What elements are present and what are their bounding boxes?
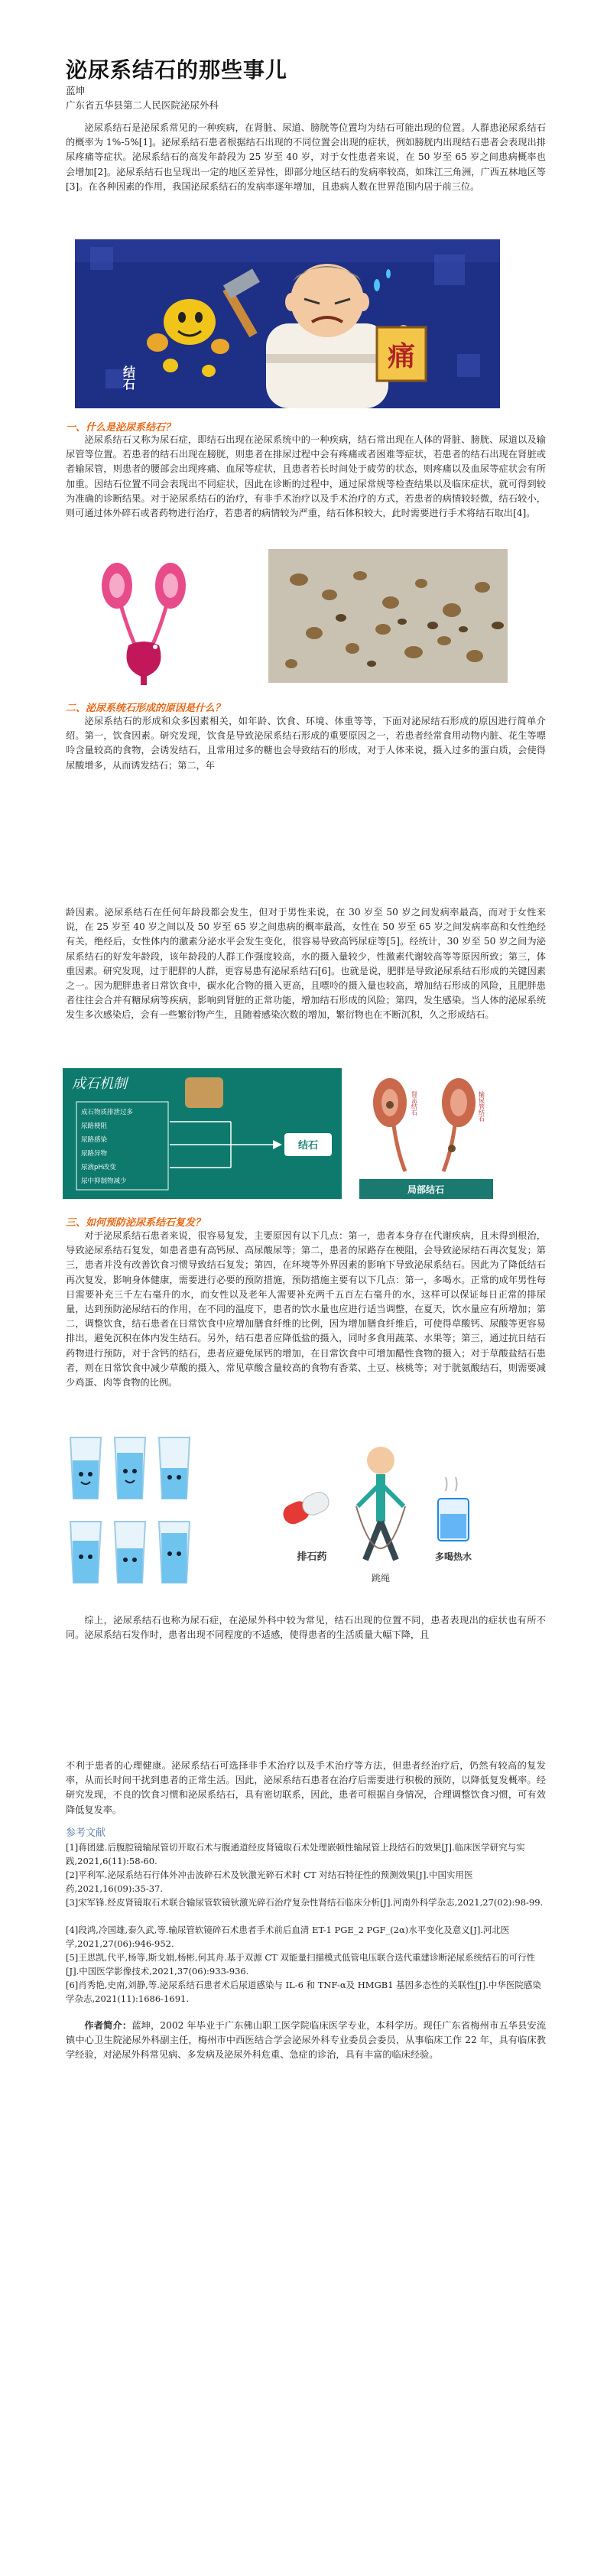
illustration-urinary-system: [90, 555, 197, 685]
conclusion-paragraph-a: 综上，泌尿系结石也称为尿石症，在泌尿外科中较为常见，结石出现的位置不同，患者表现出的症状也有所不同。泌尿系结石发作时，患者出现不同程度的不适感，使得患者的生活质量大幅下降，且: [66, 1615, 546, 1641]
reference-item-5: [5]王思凯,代平,杨等,斯戈娟,杨彬,何其舟.基于双源 CT 双能量扫描模式低管电压联合迭代重建诊断泌尿系统结石的可行性[J].中国医学影像技术,2021,37(06):933-936.: [66, 1952, 535, 1977]
reference-item-3: [3]宋军锋.经皮肾镜取石术联合输尿管软镜钬激光碎石治疗复杂性肾结石临床分析[J].河南外科学杂志,2021,27(02):98-99.: [66, 1897, 544, 1908]
reference-item-2: [2]平利军.泌尿系结石行体外冲击波碎石术及钬激光碎石术时 CT 对结石特征性的预测效果[J].中国实用医药,2021,16(09):35-37.: [66, 1869, 473, 1894]
section2-paragraph-b: 龄因素。泌尿系结石在任何年龄段都会发生，但对于男性来说，在 30 岁至 50 岁之间发病率最高，而对于女性来说，在 25 岁至 40 岁之间以及 50 岁至 65 岁之间患病的概率最高，女性在 50 岁至 65 岁之间发病率高和女性绝经有关，绝经后，女性体内的激素分泌水平会发生变化，很容易导致高钙尿症等[5]。经统计，30 岁至 50 岁之间为泌尿系结石的好发年龄段，该年龄段的人群工作强度较高，水的摄入量较少，性激素代谢较高等等原因所致；第三，体重因素。研究发现，过于肥胖的人群，更容易患有泌尿系结石[6]。也就是说，肥胖是导致泌尿系结石形成的关键因素之一。因为肥胖患者日常饮食中，碳水化合物的摄入更高，且嘌呤的摄入量也较高，增加结石形成的风险，且肥胖患者往往会合并有糖尿病等疾病，影响到肾脏的正常功能，增加结石形成的风险；第四，发生感染。当人体的泌尿系统发生多次感染后，会有一些繁衍物产生，且随着感染次数的增加，繁衍物也在不断沉积，久之形成结石。: [66, 907, 546, 1021]
photo-kidney-stones: [268, 549, 508, 683]
diagram-stone-formation-mechanism: [63, 1068, 342, 1199]
mechanism-result: 结石: [297, 1140, 319, 1152]
section2-heading: 二、泌尿系统石形成的原因是什么？: [66, 703, 226, 714]
illustration-kidney-stone-pain: [75, 239, 500, 408]
illustration-prevention-tips: [266, 1437, 500, 1590]
reference-item-1: [1]蒋团建.后腹腔镜输尿管切开取石术与腹通道经皮肾镜取石术处理嵌顿性输尿管上段结石的效果[J].临床医学研究与实践,2021,6(11):58-60.: [66, 1842, 525, 1866]
flow-item-4: 尿路异物: [81, 1150, 108, 1158]
flow-item-3: 尿路感染: [81, 1136, 108, 1144]
intro-paragraph: 泌尿系结石是泌尿系常见的一种疾病，在肾脏、尿道、膀胱等位置均为结石可能出现的位置。人群患泌尿系结石的概率为 1%-5%[1]。泌尿系结石患者根据结石出现的不同位置会出现的症状，例如膀胱内出现结石患者会表现出排尿疼痛等症状。泌尿系结石的高发年龄段为 25 岁至 40 岁，对于女性患者来说，在 50 岁至 65 岁之间患病概率也会增加[2]。泌尿系结石也呈现出一定的地区差异性，即部分地区结石的发病率较高，如珠江三角洲，广西五林地区等[3]。在各种因素的作用，我国泌尿系结石的发病率逐年增加，且患病人数在世界范围内居于前三位。: [66, 122, 546, 192]
author-bio-text: 蓝坤，2002 年毕业于广东佛山职工医学院临床医学专业，本科学历。现任广东省梅州市五华县安流镇中心卫生院泌尿外科副主任，梅州市中西医结合学会泌尿外科专业委员会委员，从事临床工作 22 年，具有临床教学经验，对泌尿外科常见病、多发病及泌尿外科危重、急症的诊治，具有丰富的临床经验。: [66, 2020, 547, 2061]
page-title: 泌尿系结石的那些事儿: [66, 57, 288, 83]
conclusion-paragraph-b: 不利于患者的心理健康。泌尿系结石可选择非手术治疗以及手术治疗等方法，但患者经治疗后，仍然有较高的复发率，从而长时间干扰到患者的正常生活。因此，泌尿系结石患者在治疗后需要进行积极的预防，以降低复发概率。经研究发现，不良的饮食习惯和泌尿系结石，具有密切联系，因此，患者可根据自身情况，合理调整饮食习惯，可有效降低复发率。: [66, 1760, 546, 1815]
flow-item-1: 成石物质排泄过多: [81, 1109, 134, 1116]
section2-paragraph-a: 泌尿系结石的形成和众多因素相关，如年龄、饮食、环境、体重等等，下面对泌尿结石形成的原因进行简单介绍。第一，饮食因素。研究发现，饮食是导致泌尿系结石形成的重要原因之一，若患者经常食用动物内脏、花生等嘌呤含量较高的食物，会诱发结石，且常用过多的糖也会导致结石的形成，对于人体来说，摄入过多的蛋白质，会使得尿酸增多，从而诱发结石；第二，年: [66, 716, 546, 771]
section3-paragraph: 对于泌尿系结石患者来说，很容易复发，主要原因有以下几点：第一，患者本身存在代谢疾病，且未得到根治，导致泌尿系结石复发，如患者患有高钙尿、高尿酸尿等；第二，患者的尿路存在梗阻，会导致泌尿结石再次复发；第三，患者并没有改善饮食习惯导致结石复发；第四，在环境等外界因素的影响下导致泌尿系结石。因此为了降低结石再次复发，影响身体健康，需要进行必要的预防措施，预防措施主要有以下几点：第一，多喝水。正常的成年男性每日需要补充三千左右毫升的水，而女性以及老年人需要补充两千五百左右毫升的水，这样可以保证每日正常的排尿量，达到预防泌尿结石的作用，在不同的温度下，患者的饮水量也应进行适当调整，在夏天，饮水量应有所增加；第二，调整饮食，结石患者在日常饮食中应增加膳食纤维的比例，因为增加膳食纤维后，可使得草酸钙、尿酸等更容易排出，避免沉积在体内发生结石。另外，结石患者应降低盐的摄入，同时多食用蔬菜、水果等；第三，通过抗日结石药物进行预防，对于含钙的结石，患者应避免尿钙的增加，在日常饮食中可增加醋性食物的摄入；对于草酸盐结石患者，则在日常饮食中减少草酸的摄入，常见草酸含量较高的食物有香菜、土豆、核桃等；对于胱氨酸结石，则需要减少鸡蛋、肉等食物的比例。: [66, 1230, 546, 1389]
author-name: 蓝坤: [66, 85, 86, 96]
label-stone-medicine: 排石药: [297, 1551, 327, 1563]
local-stones-caption: 局部结石: [407, 1184, 445, 1195]
section3-heading: 三、如何预防泌尿系结石复发？: [66, 1217, 206, 1229]
section1-heading: 一、什么是泌尿系结石？: [66, 422, 176, 434]
flow-item-2: 尿路梗阻: [81, 1122, 108, 1130]
section1-paragraph: 泌尿系结石又称为尿石症，即结石出现在泌尿系统中的一种疾病，结石常出现在人体的肾脏、膀胱、尿道以及输尿管等位置。若患者的结石出现在膀胱，则患者在排尿过程中会有疼痛或者困难等症状，若患者的结石出现在肾脏或者输尿管，则患者的腰部会出现疼痛、血尿等症状，且患者若长时间处于疲劳的状态，则疼痛以及血尿等症状会有所加重。因结石位置不同会表现出不同症状，因此在诊断的过程中，通过尿常规等检查结果以及临床症状，就可得到较为准确的诊断结果。对于泌尿系结石的治疗，有非手术治疗以及手术治疗的方式，若患者的病情较轻微，结石较小，则可通过体外碎石或者药物进行治疗，若患者的病情较为严重，结石体积较大，此时需要进行手术将结石取出[4]。: [66, 434, 546, 519]
reference-item-6: [6]肖秀艳,史南,刘静,等.泌尿系结石患者术后尿道感染与 IL-6 和 TNF-α及 HMGB1 基因多态性的关联性[J].中华医院感染学杂志,2021(11):1686-1691.: [66, 1980, 541, 2004]
author-affiliation: 广东省五华县第二人民医院泌尿外科: [66, 99, 219, 111]
sign-text-pain: 痛: [387, 341, 416, 372]
label-ureteral-stone: 输尿管结石: [478, 1091, 485, 1122]
label-jump-rope: 跳绳: [371, 1573, 391, 1584]
flow-item-6: 尿中抑制物减少: [81, 1178, 127, 1185]
label-renal-pelvis-stone: 肾盂结石: [411, 1091, 418, 1116]
author-bio-label: 作者简介：: [84, 2020, 132, 2031]
author-bio: [66, 2019, 546, 2063]
references-heading: 参考文献: [66, 1827, 106, 1839]
reference-item-4: [4]段鸿,冷国雄,泰久武,等.输尿管软镜碎石术患者手术前后血清 ET-1 PGE_2 PGF_(2α)水平变化及意义[J].河北医学,2021,27(06):946-952.: [66, 1925, 510, 1949]
diagram-local-stones: [359, 1068, 493, 1199]
mechanism-title: 成石机制: [72, 1076, 127, 1092]
flow-item-5: 尿液pH改变: [81, 1164, 116, 1171]
label-drink-hot-water: 多喝热水: [434, 1551, 472, 1562]
illustration-water-glasses: [63, 1430, 204, 1602]
side-text-stone: 结石: [121, 365, 136, 390]
